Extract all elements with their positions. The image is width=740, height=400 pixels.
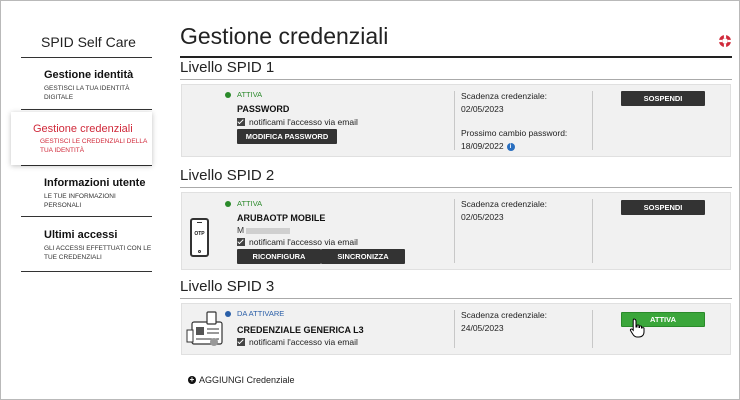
change-password-button[interactable]: MODIFICA PASSWORD xyxy=(237,129,337,144)
phone-otp-icon xyxy=(190,218,209,257)
phone-home-button-icon xyxy=(198,250,201,253)
sidebar xyxy=(21,1,152,400)
masked-prefix: M xyxy=(237,225,245,235)
column-separator xyxy=(454,310,455,348)
sidebar-item-label: Informazioni utente xyxy=(44,177,146,189)
hand-cursor-icon xyxy=(629,318,645,338)
status-badge xyxy=(225,309,284,318)
expiry-value: 24/05/2023 xyxy=(461,323,504,333)
add-credential-label: AGGIUNGI Credenziale xyxy=(199,375,295,385)
sidebar-divider xyxy=(21,165,152,166)
add-credential-link[interactable] xyxy=(188,375,295,385)
info-icon[interactable]: i xyxy=(507,143,515,151)
otp-label: OTP xyxy=(194,231,205,237)
credential-card-level-1 xyxy=(181,84,731,157)
expiry-value: 02/05/2023 xyxy=(461,212,504,222)
suspend-button[interactable]: SOSPENDI xyxy=(621,200,705,215)
activate-button[interactable]: ATTIVA xyxy=(621,312,705,327)
sidebar-divider xyxy=(21,216,152,217)
expiry-label: Scadenza credenziale: xyxy=(461,91,548,101)
sidebar-title: SPID Self Care xyxy=(41,34,136,50)
sidebar-item-last-access[interactable] xyxy=(44,229,154,262)
sidebar-divider xyxy=(21,109,152,110)
expiry-label: Scadenza credenziale: xyxy=(461,310,548,320)
notify-label: notificami l'accesso via email xyxy=(249,237,358,247)
checkbox-icon[interactable] xyxy=(237,238,245,246)
sidebar-item-desc: GESTISCI LE CREDENZIALI DELLA TUA IDENTITÀ xyxy=(40,138,147,154)
sidebar-item-desc: GESTISCI LA TUA IDENTITÀ DIGITALE xyxy=(44,85,130,101)
sidebar-item-user-info[interactable] xyxy=(44,177,154,210)
sidebar-item-desc: GLI ACCESSI EFFETTUATI CON LE TUE CREDENZIALI xyxy=(44,245,152,261)
credential-card-level-2 xyxy=(181,192,731,270)
status-label: DA ATTIVARE xyxy=(237,309,285,318)
generic-credential-icon xyxy=(186,310,228,350)
notify-label: notificami l'accesso via email xyxy=(249,117,358,127)
column-separator xyxy=(592,310,593,348)
status-dot-icon xyxy=(225,311,231,317)
password-change-date: 18/09/2022 xyxy=(461,141,504,151)
level-3-title: Livello SPID 3 xyxy=(180,278,275,295)
password-change-value xyxy=(461,141,515,151)
phone-speaker-icon xyxy=(197,222,202,223)
sidebar-item-label: Gestione credenziali xyxy=(33,123,133,135)
column-separator xyxy=(454,199,455,263)
notify-label: notificami l'accesso via email xyxy=(249,337,358,347)
sidebar-divider xyxy=(21,271,152,272)
sidebar-item-identity[interactable] xyxy=(44,69,154,102)
level-2-title: Livello SPID 2 xyxy=(180,167,275,184)
level-divider xyxy=(180,79,732,80)
masked-phone-number xyxy=(237,225,290,235)
status-dot-icon xyxy=(225,201,231,207)
credential-name: CREDENZIALE GENERICA L3 xyxy=(237,325,364,335)
lifebuoy-icon[interactable] xyxy=(718,34,732,48)
status-badge xyxy=(225,199,262,208)
notify-checkbox[interactable] xyxy=(237,117,358,127)
credential-name: ARUBAOTP MOBILE xyxy=(237,213,326,223)
plus-icon: + xyxy=(189,375,195,384)
synchronize-button[interactable]: SINCRONIZZA xyxy=(321,249,405,264)
password-change-label: Prossimo cambio password: xyxy=(461,128,568,138)
column-separator xyxy=(454,91,455,150)
status-label: ATTIVA xyxy=(237,199,263,208)
page-title: Gestione credenziali xyxy=(180,23,389,49)
expiry-label: Scadenza credenziale: xyxy=(461,199,548,209)
status-label: ATTIVA xyxy=(237,90,263,99)
level-1-title: Livello SPID 1 xyxy=(180,59,275,76)
credential-name: PASSWORD xyxy=(237,104,290,114)
level-divider xyxy=(180,187,732,188)
title-divider xyxy=(180,56,732,58)
credential-card-level-3 xyxy=(181,303,731,355)
checkbox-icon[interactable] xyxy=(237,118,245,126)
sidebar-item-credentials[interactable] xyxy=(11,112,152,165)
suspend-button[interactable]: SOSPENDI xyxy=(621,91,705,106)
status-dot-icon xyxy=(225,92,231,98)
reconfigure-button[interactable]: RICONFIGURA xyxy=(237,249,321,264)
sidebar-item-label: Gestione identità xyxy=(44,69,134,81)
status-badge xyxy=(225,90,262,99)
notify-checkbox[interactable] xyxy=(237,337,358,347)
expiry-value: 02/05/2023 xyxy=(461,104,504,114)
redacted-block xyxy=(246,228,290,234)
notify-checkbox[interactable] xyxy=(237,237,358,247)
level-divider xyxy=(180,298,732,299)
sidebar-item-desc: LE TUE INFORMAZIONI PERSONALI xyxy=(44,193,116,209)
column-separator xyxy=(592,199,593,263)
sidebar-item-label: Ultimi accessi xyxy=(44,229,118,241)
column-separator xyxy=(592,91,593,150)
checkbox-icon[interactable] xyxy=(237,338,245,346)
sidebar-divider xyxy=(21,57,152,58)
